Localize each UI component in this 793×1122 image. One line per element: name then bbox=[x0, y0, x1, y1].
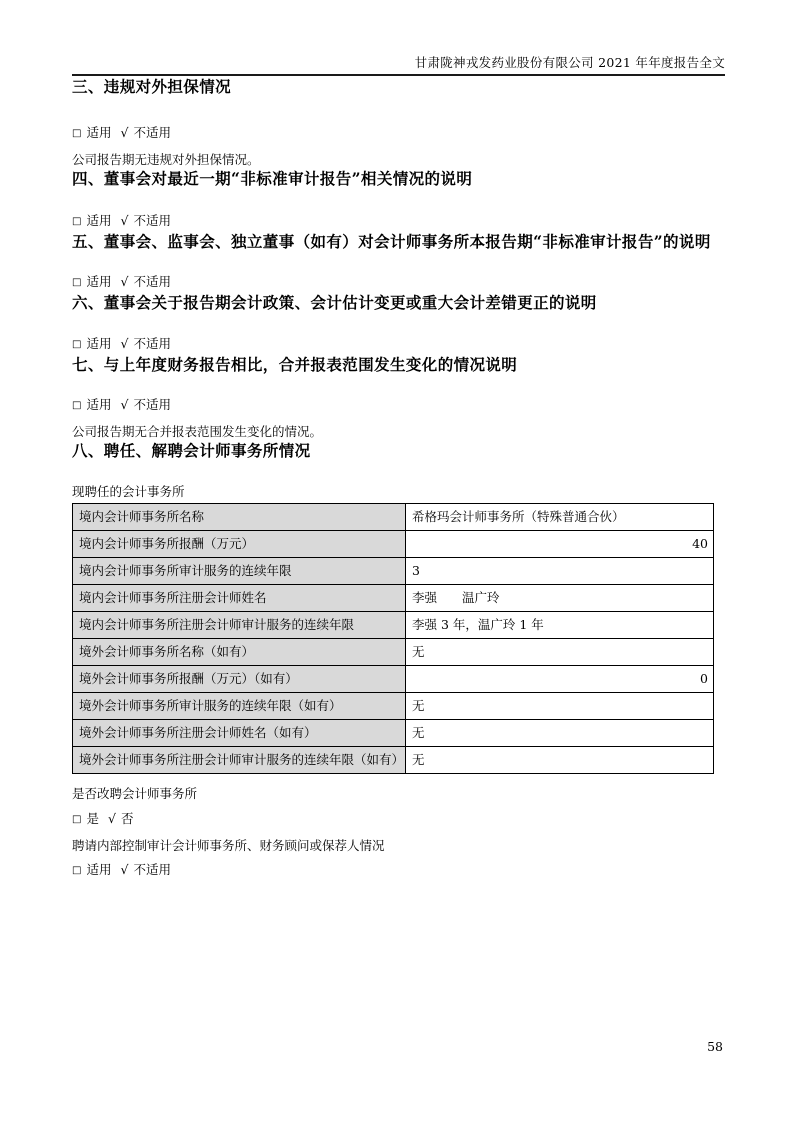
audit-firm-table bbox=[72, 503, 714, 774]
unchecked-checkbox-icon: □ bbox=[72, 277, 82, 288]
section-6-heading: 六、董事会关于报告期会计政策、会计估计变更或重大会计差错更正的说明 bbox=[72, 293, 597, 312]
option-not-applicable: 不适用 bbox=[133, 336, 171, 351]
unchecked-checkbox-icon: □ bbox=[72, 814, 82, 825]
section-5-heading: 五、董事会、监事会、独立董事（如有）对会计师事务所本报告期“非标准审计报告”的说明 bbox=[72, 232, 711, 251]
row-value: 无 bbox=[406, 747, 714, 774]
check-mark-icon: √ bbox=[120, 397, 129, 412]
check-mark-icon: √ bbox=[120, 125, 129, 140]
row-value: 李强 温广玲 bbox=[406, 585, 714, 612]
option-applicable: 适用 bbox=[86, 213, 112, 228]
section-3-applicability-line bbox=[72, 124, 725, 143]
row-label: 境内会计师事务所报酬（万元） bbox=[73, 531, 406, 558]
row-value: 40 bbox=[406, 531, 714, 558]
row-label: 境内会计师事务所名称 bbox=[73, 504, 406, 531]
internal-control-line: 聘请内部控制审计会计师事务所、财务顾问或保荐人情况 bbox=[72, 838, 385, 853]
table-row bbox=[73, 558, 714, 585]
row-label: 境外会计师事务所审计服务的连续年限（如有） bbox=[73, 693, 406, 720]
table-row bbox=[73, 747, 714, 774]
unchecked-checkbox-icon: □ bbox=[72, 128, 82, 139]
table-row bbox=[73, 666, 714, 693]
option-yes: 是 bbox=[86, 811, 99, 826]
unchecked-checkbox-icon: □ bbox=[72, 216, 82, 227]
row-label: 境外会计师事务所名称（如有） bbox=[73, 639, 406, 666]
unchecked-checkbox-icon: □ bbox=[72, 865, 82, 876]
section-5-applicability-line bbox=[72, 273, 725, 292]
table-row bbox=[73, 693, 714, 720]
section-7-heading: 七、与上年度财务报告相比，合并报表范围发生变化的情况说明 bbox=[72, 355, 518, 374]
running-header-title: 甘肃陇神戎发药业股份有限公司 2021 年年度报告全文 bbox=[414, 55, 725, 70]
option-not-applicable: 不适用 bbox=[133, 397, 171, 412]
table-row bbox=[73, 612, 714, 639]
section-3-note: 公司报告期无违规对外担保情况。 bbox=[72, 152, 260, 167]
section-4-heading: 四、董事会对最近一期“非标准审计报告”相关情况的说明 bbox=[72, 169, 473, 188]
table-row bbox=[73, 639, 714, 666]
option-not-applicable: 不适用 bbox=[133, 213, 171, 228]
row-label: 境外会计师事务所注册会计师审计服务的连续年限（如有） bbox=[73, 747, 406, 774]
row-value: 0 bbox=[406, 666, 714, 693]
section-6-applicability-line bbox=[72, 335, 725, 354]
row-value: 无 bbox=[406, 720, 714, 747]
table-row bbox=[73, 585, 714, 612]
option-applicable: 适用 bbox=[86, 125, 112, 140]
section-8-heading: 八、聘任、解聘会计师事务所情况 bbox=[72, 441, 311, 460]
section-7-applicability-line bbox=[72, 396, 725, 415]
option-not-applicable: 不适用 bbox=[133, 862, 171, 877]
check-mark-icon: √ bbox=[120, 336, 129, 351]
table-row bbox=[73, 504, 714, 531]
row-label: 境内会计师事务所注册会计师姓名 bbox=[73, 585, 406, 612]
rehire-question: 是否改聘会计师事务所 bbox=[72, 786, 198, 801]
unchecked-checkbox-icon: □ bbox=[72, 400, 82, 411]
row-value: 希格玛会计师事务所（特殊普通合伙） bbox=[406, 504, 714, 531]
check-mark-icon: √ bbox=[107, 811, 116, 826]
page-content bbox=[72, 0, 725, 880]
row-value: 李强 3 年，温广玲 1 年 bbox=[406, 612, 714, 639]
rehire-checkbox-line bbox=[72, 810, 725, 829]
row-label: 境外会计师事务所注册会计师姓名（如有） bbox=[73, 720, 406, 747]
table-row bbox=[73, 531, 714, 558]
option-applicable: 适用 bbox=[86, 274, 112, 289]
table-row bbox=[73, 720, 714, 747]
row-label: 境外会计师事务所报酬（万元）（如有） bbox=[73, 666, 406, 693]
option-applicable: 适用 bbox=[86, 336, 112, 351]
option-applicable: 适用 bbox=[86, 397, 112, 412]
option-not-applicable: 不适用 bbox=[133, 125, 171, 140]
page-number: 58 bbox=[707, 1039, 723, 1054]
audit-firm-table-body bbox=[73, 504, 714, 774]
row-value: 无 bbox=[406, 639, 714, 666]
check-mark-icon: √ bbox=[120, 274, 129, 289]
row-label: 境内会计师事务所审计服务的连续年限 bbox=[73, 558, 406, 585]
option-applicable: 适用 bbox=[86, 862, 112, 877]
unchecked-checkbox-icon: □ bbox=[72, 339, 82, 350]
check-mark-icon: √ bbox=[120, 213, 129, 228]
section-7-note: 公司报告期无合并报表范围发生变化的情况。 bbox=[72, 424, 323, 439]
option-no: 否 bbox=[120, 811, 134, 826]
current-firm-intro: 现聘任的会计事务所 bbox=[72, 484, 185, 499]
row-value: 无 bbox=[406, 693, 714, 720]
option-not-applicable: 不适用 bbox=[133, 274, 171, 289]
row-value: 3 bbox=[406, 558, 714, 585]
section-3-heading: 三、违规对外担保情况 bbox=[72, 77, 232, 96]
row-label: 境内会计师事务所注册会计师审计服务的连续年限 bbox=[73, 612, 406, 639]
section-4-applicability-line bbox=[72, 212, 725, 231]
internal-control-checkbox-line bbox=[72, 861, 725, 880]
check-mark-icon: √ bbox=[120, 862, 129, 877]
